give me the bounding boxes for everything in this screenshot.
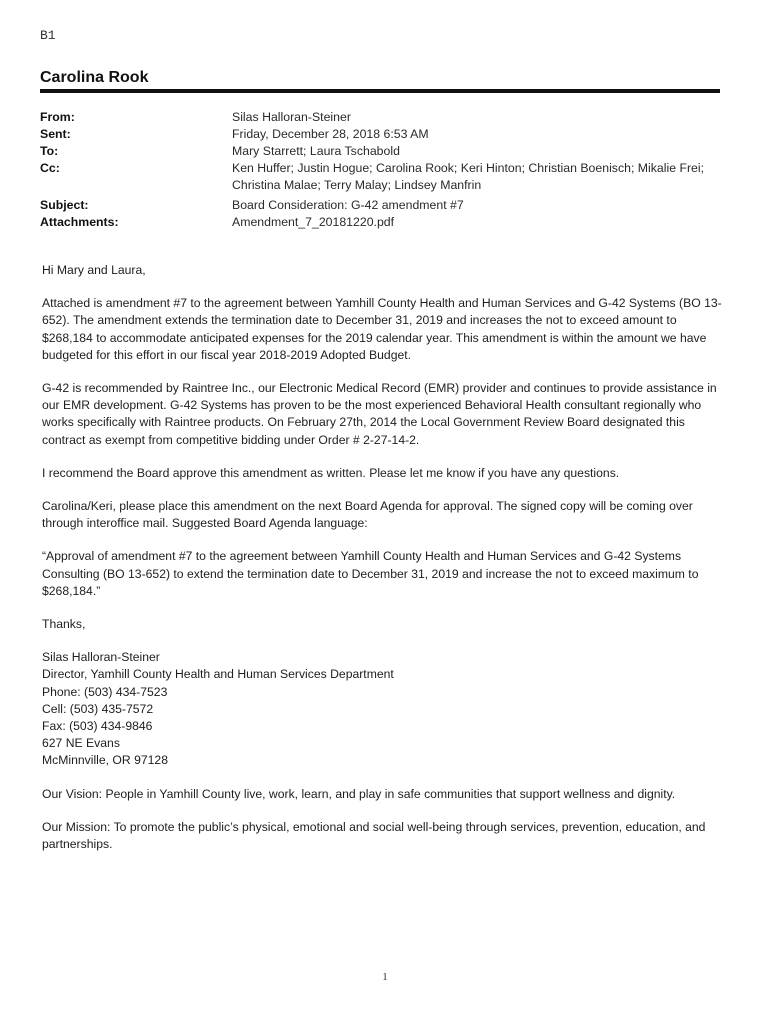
signature-block [42,649,722,769]
page-number: 1 [382,971,388,983]
closing: Thanks, [42,617,86,632]
header-sent-row [40,126,730,143]
page-label: B1 [40,28,56,43]
body-paragraph-3: I recommend the Board approve this amendment as written. Please let me know if you have any questions. [42,465,620,480]
signature-name: Silas Halloran-Steiner [42,650,160,665]
header-cc-row [40,160,730,194]
signature-cell: Cell: (503) 435-7572 [42,701,154,716]
cc-value [232,160,730,194]
title-divider [40,89,720,93]
body-paragraph-2: G-42 is recommended by Raintree Inc., our Electronic Medical Record (EMR) provider and continues to provide assistance in our EMR development. G-42 Systems has proven to be the most experienced Behavioral Health consultant regionally who works specifically with Raintree products. On February 27th, 2014 the Local Government Review Board designated this contract as exempt from competitive bidding under Order # 2-27-14-2. [42,381,717,447]
subject-value: Board Consideration: G-42 amendment #7 [232,198,464,212]
cc-label: Cc: [40,161,60,175]
from-value: Silas Halloran-Steiner [232,110,351,124]
signature-street: 627 NE Evans [42,736,120,751]
sent-label: Sent: [40,127,71,141]
signature-city: McMinnville, OR 97128 [42,753,168,768]
signature-phone: Phone: (503) 434-7523 [42,684,168,699]
attachments-label: Attachments: [40,215,119,229]
sent-value: Friday, December 28, 2018 6:53 AM [232,127,429,141]
mission-statement: Our Mission: To promote the public’s physical, emotional and social well-being through services, prevention, education, and partnerships. [42,819,706,852]
signature-fax: Fax: (503) 434-9846 [42,719,153,734]
header-to-row [40,143,730,160]
header-attachments-row [40,214,730,231]
email-body [42,262,722,869]
attachment-file: Amendment_7_20181220.pdf [232,215,395,229]
cc-value-line-2: Christina Malae; Terry Malay; Lindsey Manfrin [232,178,482,192]
body-paragraph-4: Carolina/Keri, please place this amendment on the next Board Agenda for approval. The signed copy will be coming over through interoffice mail. Suggested Board Agenda language: [42,499,693,531]
email-header [40,109,730,231]
body-paragraph-5: “Approval of amendment #7 to the agreement between Yamhill County Health and Human Services and G-42 Systems Consulting (BO 13-652) to extend the termination date to December 31, 2019 and increase the not to exceed maximum to $268,184.” [42,549,699,598]
vision-statement: Our Vision: People in Yamhill County live, work, learn, and play in safe communities that support wellness and dignity. [42,786,676,801]
to-label: To: [40,144,59,158]
signature-title: Director, Yamhill County Health and Human Services Department [42,667,394,682]
to-value: Mary Starrett; Laura Tschabold [232,144,400,158]
body-paragraph-1: Attached is amendment #7 to the agreement between Yamhill County Health and Human Services and G-42 Systems (BO 13-652). The amendment extends the termination date to December 31, 2019 and increases the not to exceed amount to $268,184 to accommodate anticipated expenses for the 2019 calendar year. This amendment is within the amount we have budgeted for this effort in our fiscal year 2018-2019 Adopted Budget. [42,296,722,362]
cc-value-line-1: Ken Huffer; Justin Hogue; Carolina Rook; Keri Hinton; Christian Boenisch; Mikalie Frei; [232,161,705,175]
mailbox-owner-name: Carolina Rook [40,69,149,86]
subject-label: Subject: [40,198,89,212]
from-label: From: [40,110,75,124]
header-subject-row [40,197,730,214]
header-from-row [40,109,730,126]
greeting: Hi Mary and Laura, [42,263,146,277]
